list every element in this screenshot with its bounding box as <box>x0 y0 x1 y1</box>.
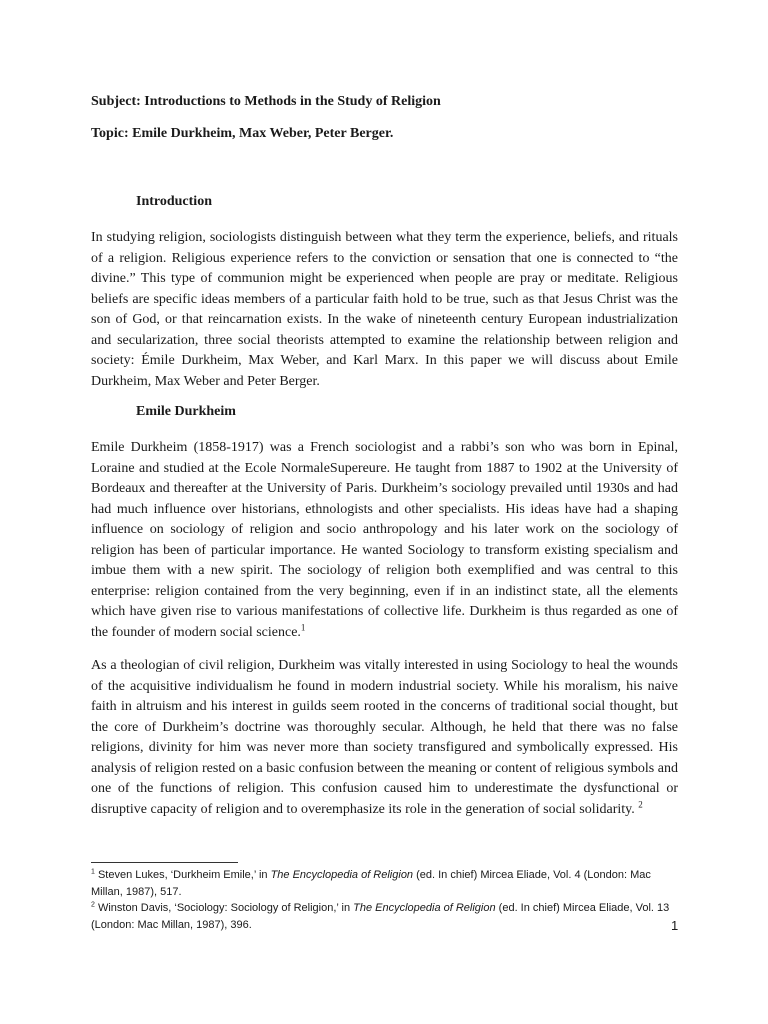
footnote-2-title: The Encyclopedia of Religion <box>353 902 496 914</box>
footnote-2-pre: Winston Davis, ‘Sociology: Sociology of Religion,’ in <box>94 902 354 914</box>
durkheim-paragraph-2 <box>91 656 678 820</box>
topic-line: Topic: Emile Durkheim, Max Weber, Peter Berger. <box>91 126 394 141</box>
introduction-heading: Introduction <box>136 194 212 209</box>
footnote-2 <box>91 900 678 933</box>
footnote-ref-1[interactable]: 1 <box>300 621 306 632</box>
footnote-1-post: (ed. In chief) Mircea Eliade, Vol. 4 (London: Mac Millan, 1987), 517. <box>91 869 651 898</box>
durkheim-paragraph-1-text: Emile Durkheim (1858-1917) was a French sociologist and a rabbi’s son who was born in Epinal, Loraine and studied at the Ecole NormaleSupereure. He taught from 1887 to 1902 at the University of Bordeaux and thereafter at the University of Paris. Durkheim’s sociology prevailed until 1930s and had had much influence over historians, ethnologists and other specialists. His ideas have had a shaping influence on sociology of religion and socio anthropology and his later work on the sociology of religion has been of particular importance. He wanted Sociology to transform existing specialism and imbue them with a new spirit. The sociology of religion both exemplified and was central to this enterprise: religion contained from the very beginning, even if in an indistinct state, all the elements which have given rise to various manifestations of collective life. Durkheim is thus regarded as one of the founder of modern social science. <box>91 440 678 640</box>
durkheim-paragraph-2-text: As a theologian of civil religion, Durkheim was vitally interested in using Sociology to heal the wounds of the acquisitive individualism he found in modern industrial society. While his moralism, his naive faith in altruism and his interest in guilds seem rooted in the concerns of traditional social thought, but the core of Durkheim’s doctrine was thoroughly secular. Although, he held that there was no false religions, divinity for him was never more than society transfigured and symbolically expressed. His analysis of religion rested on a basic confusion between the meaning or content of religious symbols and one of the functions of religion. This confusion caused him to underestimate the dysfunctional or disruptive capacity of religion and to overemphasize its role in the generation of social solidarity. <box>91 658 678 817</box>
subject-line: Subject: Introductions to Methods in the Study of Religion <box>91 94 441 109</box>
footnote-ref-2[interactable]: 2 <box>638 798 643 809</box>
footnote-2-number: 2 <box>91 901 95 909</box>
introduction-paragraph: In studying religion, sociologists distinguish between what they term the experience, beliefs, and rituals of a religion. Religious experience refers to the conviction or sensation that one is connected to “the divine.” This type of communion might be experienced when people are pray or meditate. Religious beliefs are specific ideas members of a particular faith hold to be true, such as that Jesus Christ was the son of God, or that reincarnation exists. In the wake of nineteenth century European industrialization and secularization, three social theorists attempted to examine the relationship between religion and society: Émile Durkheim, Max Weber, and Karl Marx. In this paper we will discuss about Emile Durkheim, Max Weber and Peter Berger. <box>91 230 678 389</box>
page-number: 1 <box>671 918 679 933</box>
footnotes <box>91 867 678 933</box>
footnote-1-number: 1 <box>91 868 95 876</box>
footnote-1-title: The Encyclopedia of Religion <box>270 869 414 881</box>
footnote-1 <box>91 867 678 900</box>
footnote-1-pre: Steven Lukes, ‘Durkheim Emile,’ in <box>94 869 271 881</box>
footnote-separator <box>91 862 238 863</box>
footnote-2-post: (ed. In chief) Mircea Eliade, Vol. 13 (London: Mac Millan, 1987), 396. <box>91 902 670 931</box>
durkheim-paragraph-1 <box>91 438 678 643</box>
durkheim-heading: Emile Durkheim <box>136 404 236 419</box>
